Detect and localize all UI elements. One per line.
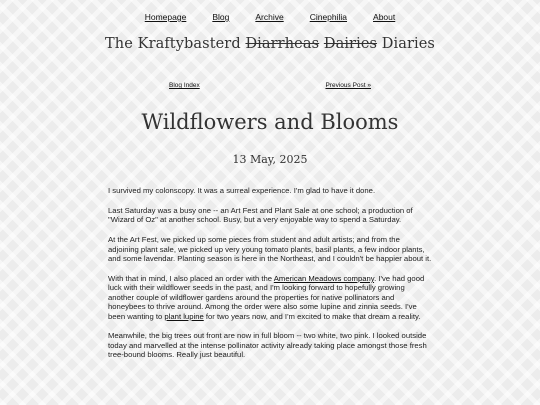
paragraph-2: Last Saturday was a busy one -- an Art Fest and Plant Sale at one school; a production of "Wizard of Oz" at another school. Busy, but a very enjoyable way to spend a Saturday. xyxy=(108,205,413,225)
site-title-start: The Kraftybasterd xyxy=(105,36,241,52)
plant-lupine-link[interactable]: plant lupine xyxy=(164,311,204,321)
paragraph-4-text-c: for two years now, and I'm excited to make that dream a reality. xyxy=(203,311,421,321)
paragraph-5: Meanwhile, the big trees out front are now in full bloom -- two white, two pink. I looked outside today and marvelled at the intense pollinator activity already taking place amongst those fresh tree-bound blooms. Really just beautiful. xyxy=(108,331,427,360)
nav-about-link[interactable]: About xyxy=(373,12,396,22)
site-title xyxy=(0,36,540,52)
post-date: 13 May, 2025 xyxy=(232,153,308,166)
previous-post-link[interactable]: Previous Post » xyxy=(325,82,371,89)
nav-blog-link[interactable]: Blog xyxy=(212,12,230,22)
paragraph-3: At the Art Fest, we picked up some pieces from student and adult artists; and from the adjoining plant sale, we picked up very young tomato plants, basil plants, a few indoor plants, and some lavendar. Planting season is here in the Northeast, and I couldn't be happier about it. xyxy=(108,235,432,264)
site-title-struck-2: Dairies xyxy=(323,36,378,52)
nav-homepage-link[interactable]: Homepage xyxy=(144,12,187,22)
nav-cinephilia-link[interactable]: Cinephilia xyxy=(309,12,348,22)
top-nav xyxy=(0,0,540,22)
paragraph-1: I survived my colonscopy. It was a surreal experience. I'm glad to have it done. xyxy=(108,186,376,195)
american-meadows-link[interactable]: American Meadows company xyxy=(273,273,375,283)
paragraph-4-text-b: . I've had good luck with their wildflower seeds in the past, and I'm looking forward to hopefully growing another couple of wildflower gardens around the properties for native pollinators and honeybees to thrive around. Among the order were also some lupine and zinnia seeds. I've been wanting to xyxy=(108,273,425,321)
site-title-end: Diaries xyxy=(381,36,435,52)
nav-archive-link[interactable]: Archive xyxy=(255,12,284,22)
post-navigation xyxy=(169,82,371,89)
paragraph-4-text-a: With that in mind, I also placed an order with the xyxy=(108,273,274,283)
site-title-struck-1: Diarrheas xyxy=(245,36,320,52)
paragraph-4 xyxy=(108,274,432,321)
post-title: Wildflowers and Blooms xyxy=(141,110,399,134)
blog-index-link[interactable]: Blog Index xyxy=(169,82,200,89)
post-content xyxy=(108,186,432,360)
